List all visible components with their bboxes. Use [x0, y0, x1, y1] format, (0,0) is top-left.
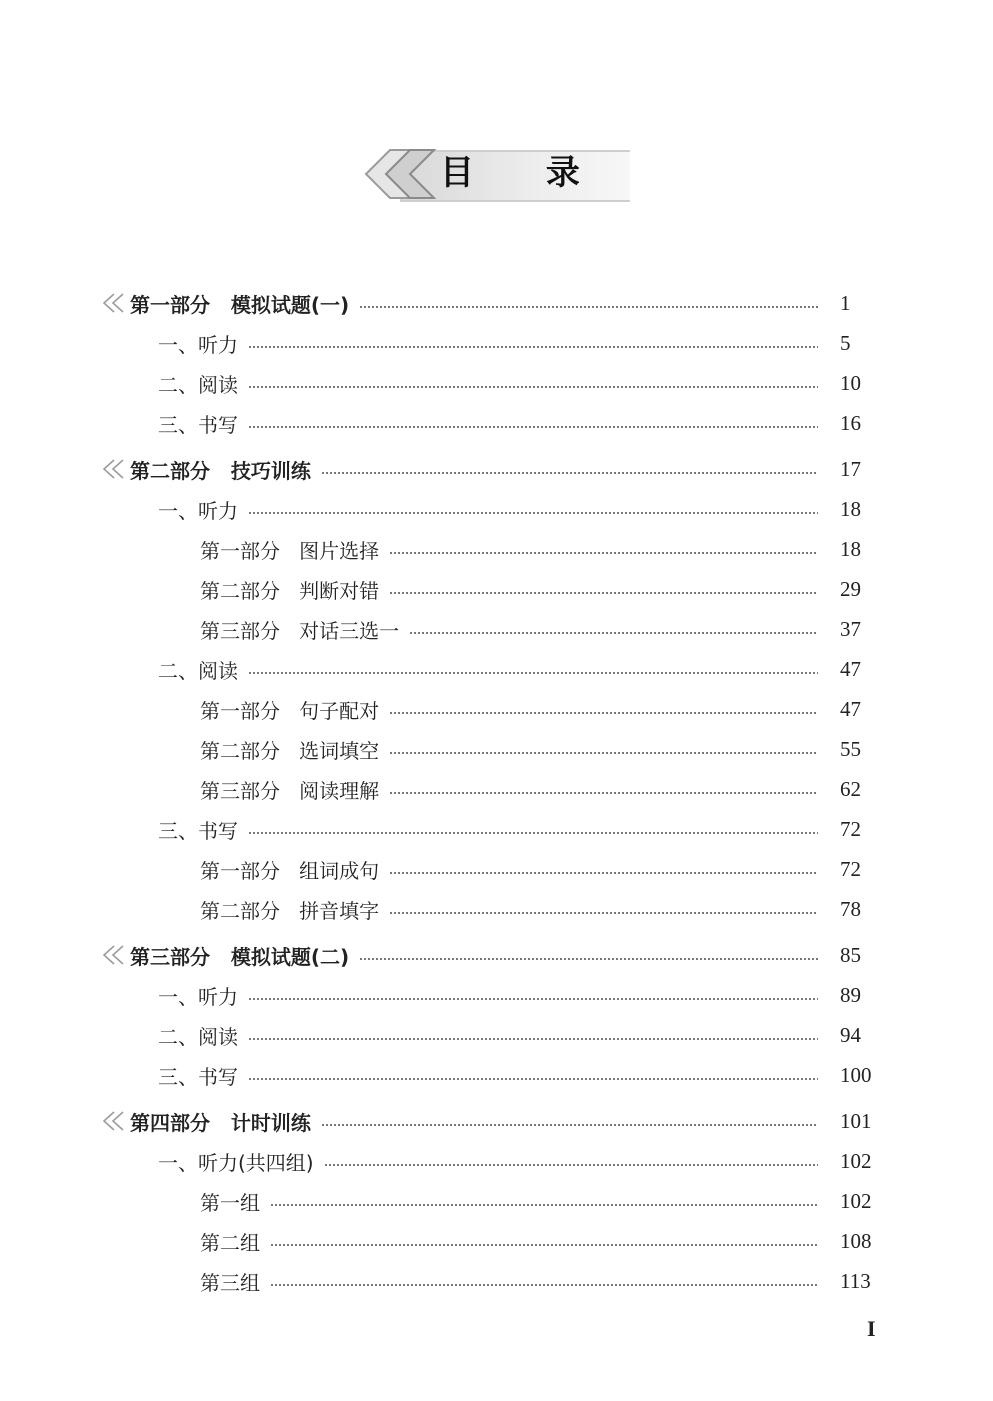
toc-entry-label: 三、书写: [158, 1064, 238, 1089]
dot-leader: [248, 1038, 818, 1040]
toc-subsection-entry[interactable]: [200, 1185, 872, 1217]
toc-subsection-entry[interactable]: [200, 1265, 871, 1297]
dot-leader: [270, 1244, 818, 1246]
dot-leader: [248, 386, 818, 388]
page-title: 目 录: [440, 153, 610, 193]
toc-page-number: 100: [840, 1062, 872, 1087]
toc-section-entry[interactable]: [158, 1059, 872, 1091]
toc-entry-label: 三、书写: [158, 818, 238, 843]
toc-part-entry[interactable]: [102, 287, 851, 319]
toc-page-number: 18: [840, 536, 861, 561]
toc-subsection-entry[interactable]: [200, 693, 861, 725]
part-chevron-icon: [102, 293, 128, 313]
toc-entry-label: 第三组: [200, 1270, 260, 1295]
dot-leader: [409, 632, 818, 634]
toc-section-entry[interactable]: [158, 367, 861, 399]
part-chevron-icon: [102, 1111, 128, 1131]
toc-page-number: 113: [840, 1268, 871, 1293]
toc-subsection-entry[interactable]: [200, 893, 861, 925]
toc-page-number: 37: [840, 616, 861, 641]
toc-entry-label: 第二组: [200, 1230, 260, 1255]
dot-leader: [270, 1284, 818, 1286]
dot-leader: [324, 1164, 818, 1166]
toc-entry-label: 第四部分 计时训练: [130, 1110, 311, 1135]
toc-page-number: 102: [840, 1148, 872, 1173]
toc-section-entry[interactable]: [158, 979, 861, 1011]
toc-subsection-entry[interactable]: [200, 773, 861, 805]
dot-leader: [389, 712, 818, 714]
toc-page-number: 1: [840, 290, 851, 315]
toc-entry-label: 一、听力: [158, 332, 238, 357]
toc-section-entry[interactable]: [158, 653, 861, 685]
toc-entry-label: 一、听力: [158, 498, 238, 523]
dot-leader: [321, 1124, 818, 1126]
toc-page-number: 94: [840, 1022, 861, 1047]
toc-part-entry[interactable]: [102, 1105, 872, 1137]
toc-entry-label: 第二部分 技巧训练: [130, 458, 311, 483]
toc-entry-label: 第一部分 组词成句: [200, 858, 380, 883]
toc-entry-label: 第一组: [200, 1190, 260, 1215]
toc-section-entry[interactable]: [158, 1019, 861, 1051]
toc-entry-label: 第三部分 对话三选一: [200, 618, 400, 643]
dot-leader: [248, 512, 818, 514]
toc-entry-label: 第一部分 句子配对: [200, 698, 380, 723]
dot-leader: [359, 306, 818, 308]
toc-entry-label: 第二部分 拼音填字: [200, 898, 380, 923]
toc-page-number: 10: [840, 370, 861, 395]
toc-section-entry[interactable]: [158, 1145, 872, 1177]
dot-leader: [248, 672, 818, 674]
toc-page-number: 29: [840, 576, 861, 601]
toc-section-entry[interactable]: [158, 493, 861, 525]
toc-page-number: 85: [840, 942, 861, 967]
toc-section-entry[interactable]: [158, 813, 861, 845]
toc-subsection-entry[interactable]: [200, 533, 861, 565]
toc-entry-label: 第二部分 判断对错: [200, 578, 380, 603]
toc-page-number: 18: [840, 496, 861, 521]
toc-entry-label: 三、书写: [158, 412, 238, 437]
toc-entry-label: 一、听力: [158, 984, 238, 1009]
page-folio: I: [867, 1316, 876, 1341]
toc-page-number: 47: [840, 696, 861, 721]
toc-title-banner: [360, 146, 632, 202]
toc-entry-label: 第三部分 阅读理解: [200, 778, 380, 803]
dot-leader: [389, 752, 818, 754]
double-chevron-icon: [360, 146, 440, 202]
toc-section-entry[interactable]: [158, 407, 861, 439]
toc-page-number: 16: [840, 410, 861, 435]
toc-entry-label: 二、阅读: [158, 658, 238, 683]
toc-entry-label: 第一部分 图片选择: [200, 538, 380, 563]
toc-entry-label: 第二部分 选词填空: [200, 738, 380, 763]
toc-section-entry[interactable]: [158, 327, 851, 359]
toc-page-number: 17: [840, 456, 861, 481]
dot-leader: [248, 998, 818, 1000]
toc-subsection-entry[interactable]: [200, 573, 861, 605]
toc-page-number: 47: [840, 656, 861, 681]
toc-subsection-entry[interactable]: [200, 613, 861, 645]
dot-leader: [270, 1204, 818, 1206]
dot-leader: [248, 1078, 818, 1080]
part-chevron-icon: [102, 945, 128, 965]
toc-subsection-entry[interactable]: [200, 1225, 872, 1257]
toc-entry-label: 二、阅读: [158, 1024, 238, 1049]
toc-entry-label: 一、听力(共四组): [158, 1150, 314, 1175]
dot-leader: [248, 426, 818, 428]
toc-page-number: 72: [840, 816, 861, 841]
dot-leader: [389, 872, 818, 874]
toc-page-number: 55: [840, 736, 861, 761]
toc-entry-label: 二、阅读: [158, 372, 238, 397]
toc-page-number: 62: [840, 776, 861, 801]
toc-subsection-entry[interactable]: [200, 853, 861, 885]
toc-subsection-entry[interactable]: [200, 733, 861, 765]
dot-leader: [389, 912, 818, 914]
toc-page-number: 78: [840, 896, 861, 921]
toc-page-number: 101: [840, 1108, 872, 1133]
toc-part-entry[interactable]: [102, 453, 861, 485]
dot-leader: [359, 958, 818, 960]
toc-part-entry[interactable]: [102, 939, 861, 971]
toc-page-number: 102: [840, 1188, 872, 1213]
dot-leader: [248, 832, 818, 834]
toc-page-number: 89: [840, 982, 861, 1007]
dot-leader: [248, 346, 818, 348]
dot-leader: [389, 552, 818, 554]
dot-leader: [321, 472, 818, 474]
toc-page-number: 72: [840, 856, 861, 881]
dot-leader: [389, 792, 818, 794]
dot-leader: [389, 592, 818, 594]
toc-entry-label: 第一部分 模拟试题(一): [130, 292, 350, 317]
toc-page-number: 108: [840, 1228, 872, 1253]
part-chevron-icon: [102, 459, 128, 479]
toc-entry-label: 第三部分 模拟试题(二): [130, 944, 350, 969]
toc-page-number: 5: [840, 330, 851, 355]
